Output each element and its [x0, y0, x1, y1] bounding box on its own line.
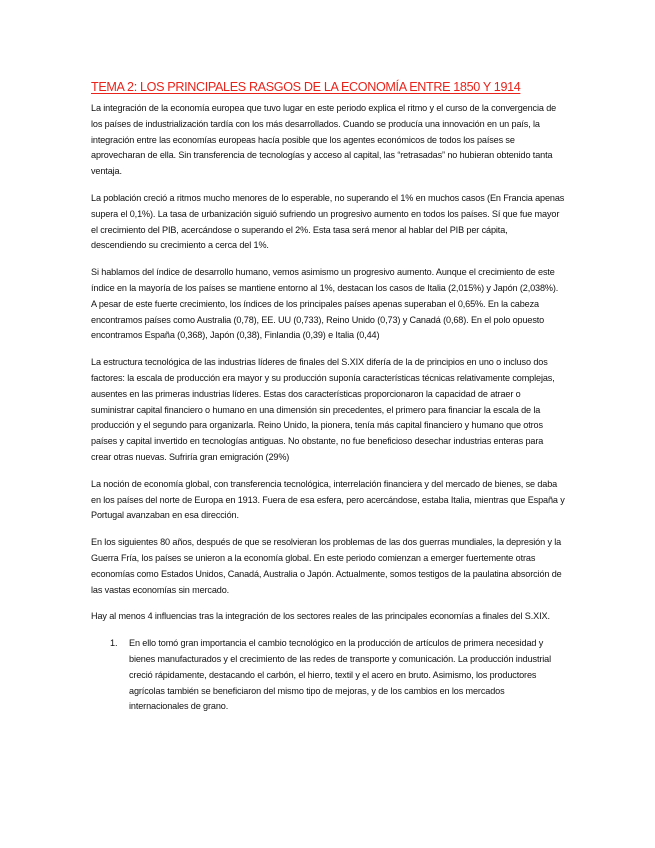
list-item: [91, 636, 565, 715]
list-item-number: 1.: [110, 638, 118, 649]
paragraph-integration: La integración de la economía europea que tuvo lugar en este periodo explica el ritmo y el curso de la convergencia de los países de industrialización tardía con los más desarrollados. Cuando se producía una innovación en un país, la integración entre las economías europeas hacía posible que los agentes económicos de todos los países se aprovecharan de ella. Sin transferencia de tecnologías y acceso al capital, las “retrasadas” no hubieran obtenido tanta ventaja.: [91, 103, 557, 177]
paragraph-influences-intro: Hay al menos 4 influencias tras la integración de los sectores reales de las principales economías a finales del S.XIX.: [91, 611, 550, 622]
paragraph-human-development: Si hablamos del índice de desarrollo humano, vemos asimismo un progresivo aumento. Aunque el crecimiento de este índice en la mayoría de los países se mantiene entorno al 1%, destacan los casos de Italia (2,015%) y Japón (2,038%). A pesar de este fuerte crecimiento, los índices de los principales países apenas superaban el 0,65%. En la cabeza encontramos países como Australia (0,78), EE. UU (0,733), Reino Unido (0,73) y Canadá (0,68). En el polo opuesto encontramos España (0,368), Japón (0,38), Finlandia (0,39) e Italia (0,44): [91, 267, 559, 341]
paragraph-population: La población creció a ritmos mucho menores de lo esperable, no superando el 1% en muchos casos (En Francia apenas supera el 0,1%). La tasa de urbanización siguió sufriendo un progresivo aumento en todos los países. Sí que fue mayor el crecimiento del PIB, acercándose o superando el 2%. Esta tasa será menor al hablar del PIB per cápita, descendiendo su crecimiento a cerca del 1%.: [91, 192, 565, 251]
list-item-text: En ello tomó gran importancia el cambio tecnológico en la producción de artículos de primera necesidad y bienes manufacturados y el crecimiento de las redes de transporte y comunicación. La producción industrial creció rápidamente, destacando el carbón, el hierro, textil y el acero en bruto. Asimismo, los productores agrícolas también se beneficiaron del mismo tipo de mejoras, y de los cambios en los mercados internacionales de grano.: [129, 638, 551, 712]
page-title: TEMA 2: LOS PRINCIPALES RASGOS DE LA ECONOMÍA ENTRE 1850 Y 1914: [91, 80, 521, 94]
influences-list: [91, 636, 565, 715]
paragraph-technological-structure: La estructura tecnológica de las industrias líderes de finales del S.XIX difería de la de principios en uno o incluso dos factores: la escala de producción era mayor y su producción suponía características técnicas relativamente complejas, ausentes en las primeras industrias líderes. Estas dos características proporcionaron la capacidad de atraer o suministrar capital financiero o humano en una dimensión sin precedentes, el primero para financiar la escala de la producción y el segundo para organizarla. Reino Unido, la pionera, tenía más capital financiero y humano que otros países y capital invertido en tecnologías antiguas. No obstante, no fue beneficioso desechar industrias enteras para crear otras nuevas. Sufriría gran emigración (29%): [91, 357, 555, 462]
paragraph-global-economy: La noción de economía global, con transferencia tecnológica, interrelación financiera y del mercado de bienes, se daba en los países del norte de Europa en 1913. Fuera de esa esfera, pero acercándose, estaba Italia, mientras que España y Portugal avanzaban en esa dirección.: [91, 478, 565, 521]
paragraph-following-years: En los siguientes 80 años, después de que se resolvieran los problemas de las dos guerras mundiales, la depresión y la Guerra Fría, los países se unieron a la economía global. En este periodo comienzan a emerger fuertemente otras economías como Estados Unidos, Canadá, Australia o Japón. Actualmente, somos testigos de la paulatina absorción de las vastas economías sin mercado.: [91, 537, 562, 595]
document-content: [91, 79, 565, 715]
